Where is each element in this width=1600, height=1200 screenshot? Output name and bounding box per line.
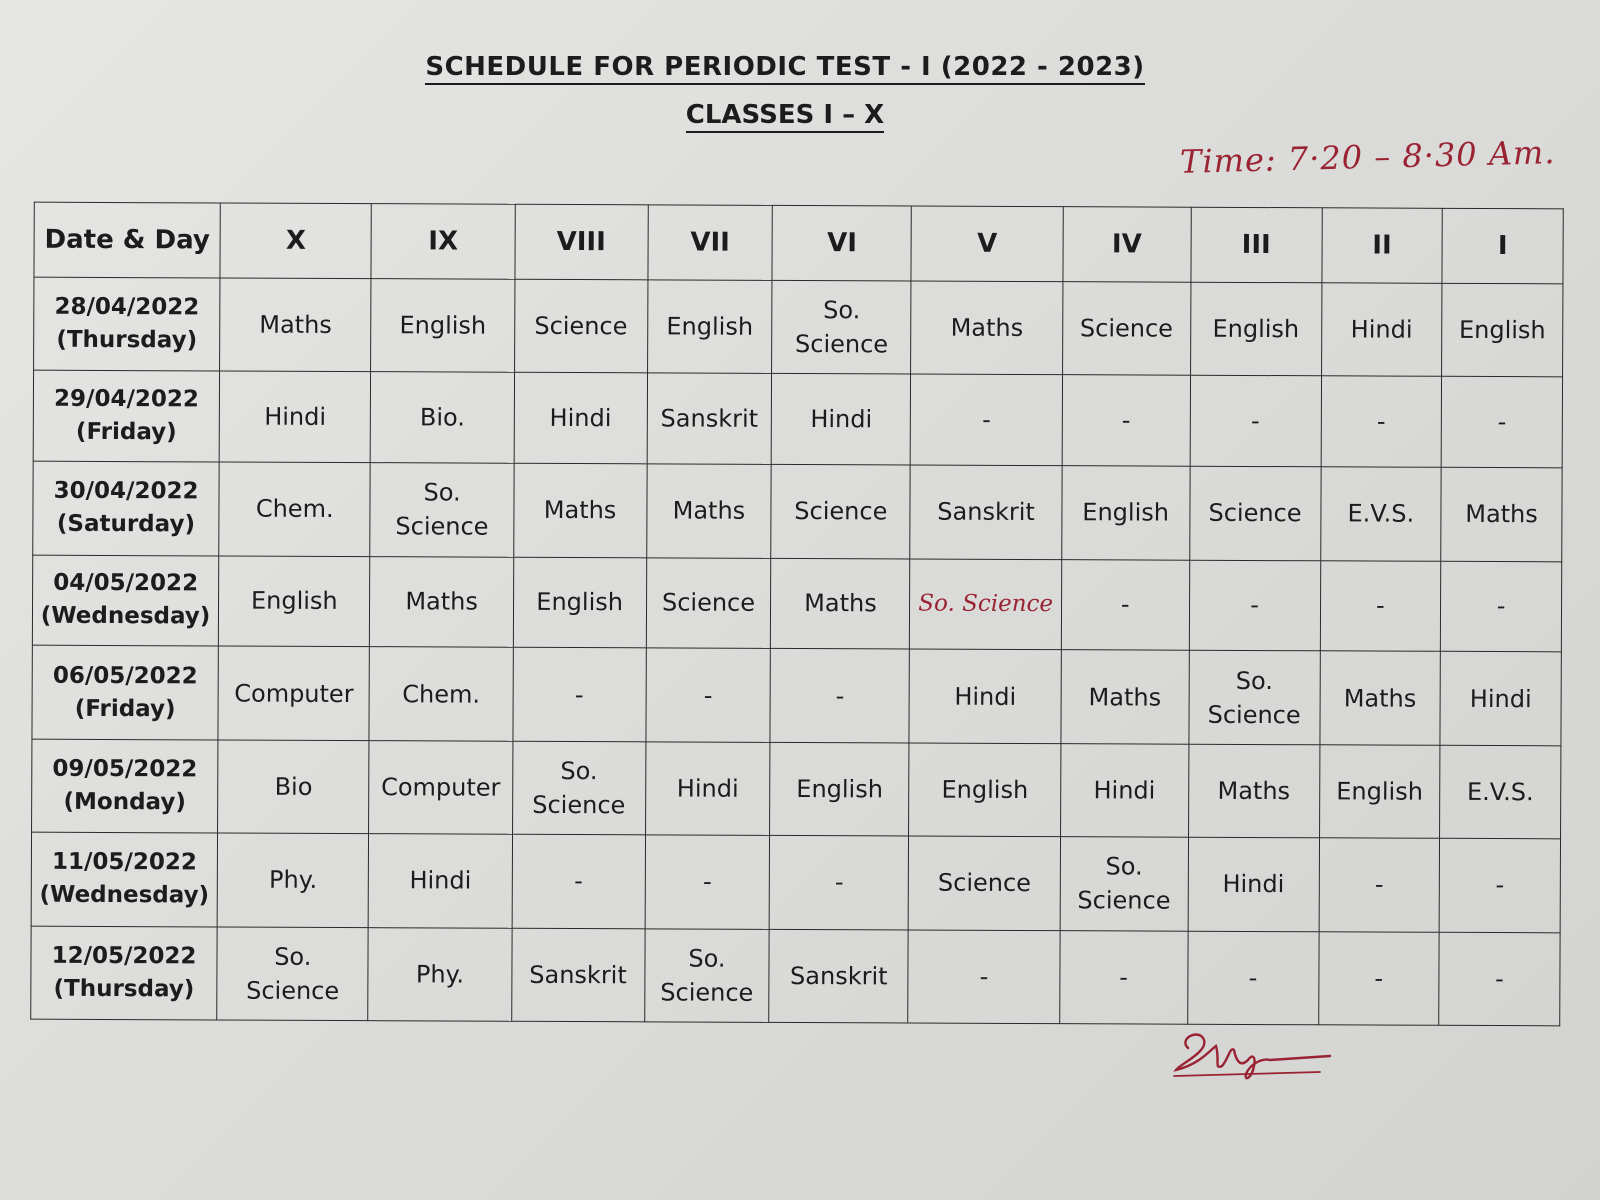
table-row xyxy=(33,461,1562,561)
document-subtitle xyxy=(0,100,1570,130)
subject-cell xyxy=(218,646,370,740)
date-cell xyxy=(34,277,221,371)
subject-text: - xyxy=(1374,964,1384,993)
subject-cell xyxy=(646,464,771,558)
date-cell xyxy=(32,739,219,833)
subject-cell xyxy=(1190,282,1321,376)
subject-text: - xyxy=(1248,963,1258,992)
subject-cell xyxy=(1320,467,1441,561)
subject-text: - xyxy=(1376,407,1386,436)
subject-cell xyxy=(1441,377,1562,468)
subject-text: - xyxy=(835,681,845,710)
subject-text: - xyxy=(1119,963,1129,992)
subject-text: - xyxy=(1250,591,1260,620)
handwritten-time-note: Time: 7·20 – 8·30 Am. xyxy=(1179,133,1556,181)
subject-text: Sanskrit xyxy=(937,498,1035,527)
subject-cell xyxy=(908,930,1060,1024)
subject-cell xyxy=(909,836,1061,930)
subject-cell xyxy=(1189,466,1320,560)
subject-cell xyxy=(769,929,908,1023)
subject-cell xyxy=(513,648,646,742)
subject-cell xyxy=(1187,931,1318,1025)
subject-cell xyxy=(772,374,911,465)
subject-text: - xyxy=(1495,964,1504,993)
date-cell xyxy=(33,461,220,555)
subject-cell xyxy=(770,742,909,836)
signature-icon xyxy=(1170,1020,1340,1090)
date-text: 04/05/2022 (Wednesday) xyxy=(40,570,211,630)
subject-cell xyxy=(217,927,369,1021)
table-row xyxy=(31,832,1560,932)
date-cell xyxy=(31,832,218,926)
subject-text: English xyxy=(1458,316,1546,345)
subject-text: - xyxy=(982,406,991,435)
subject-cell xyxy=(512,741,645,835)
subject-text: English xyxy=(666,312,754,341)
subject-text: Maths xyxy=(1343,683,1417,713)
subject-cell xyxy=(369,740,513,834)
subject-cell xyxy=(771,465,910,559)
subject-cell xyxy=(645,742,770,836)
date-text: 11/05/2022 (Wednesday) xyxy=(39,849,210,909)
header-class-iii: III xyxy=(1191,207,1322,283)
subject-cell xyxy=(1321,283,1442,377)
subject-text: Science xyxy=(937,868,1032,898)
subject-cell xyxy=(371,279,515,373)
table-row xyxy=(32,646,1561,746)
document-subtitle-text: CLASSES I – X xyxy=(686,100,884,133)
subject-text: Science xyxy=(794,497,888,526)
subject-text: E.V.S. xyxy=(1466,777,1534,807)
subject-text: - xyxy=(574,680,584,709)
table-body xyxy=(31,277,1563,1026)
subject-cell xyxy=(370,463,514,557)
subject-text: So. Science xyxy=(660,944,754,1007)
subject-text: So. Science xyxy=(1077,852,1171,915)
subject-text: - xyxy=(1251,407,1260,436)
date-cell xyxy=(32,555,219,647)
subject-cell xyxy=(368,927,512,1021)
subject-cell xyxy=(1442,283,1563,377)
subject-text: Maths xyxy=(672,496,746,526)
subject-cell xyxy=(513,463,646,557)
subject-text: Maths xyxy=(1088,682,1162,712)
date-text: 06/05/2022 (Friday) xyxy=(52,662,198,722)
table-row xyxy=(34,277,1563,377)
subject-cell xyxy=(1062,282,1190,376)
subject-text: Science xyxy=(1208,499,1302,528)
subject-cell xyxy=(909,649,1061,743)
header-class-i: I xyxy=(1442,208,1563,284)
subject-cell xyxy=(1441,468,1562,562)
subject-text: Hindi xyxy=(1093,776,1156,805)
subject-text: Science xyxy=(534,312,628,341)
subject-text: Computer xyxy=(234,679,354,708)
subject-cell xyxy=(647,373,772,464)
header-class-vii: VII xyxy=(648,205,773,281)
subject-text: English xyxy=(941,775,1029,804)
subject-cell xyxy=(1318,931,1439,1025)
subject-text: English xyxy=(250,587,338,616)
subject-cell xyxy=(1062,466,1190,560)
header-class-x: X xyxy=(220,203,372,279)
subject-text: English xyxy=(399,311,487,340)
subject-cell xyxy=(219,371,371,462)
subject-cell xyxy=(217,833,369,927)
date-text: 29/04/2022 (Friday) xyxy=(54,386,199,446)
handwritten-subject-text: So. Science xyxy=(918,591,1054,618)
subject-cell xyxy=(1439,932,1560,1026)
subject-text: So. Science xyxy=(532,756,626,820)
subject-text: - xyxy=(979,962,989,991)
subject-text: Maths xyxy=(1465,500,1538,529)
date-cell xyxy=(31,926,218,1020)
document-title-text: SCHEDULE FOR PERIODIC TEST - I (2022 - 2023) xyxy=(425,52,1144,85)
subject-text: - xyxy=(1496,592,1506,621)
subject-text: Hindi xyxy=(1350,315,1413,344)
subject-text: English xyxy=(1336,777,1424,806)
subject-cell xyxy=(1189,651,1320,745)
subject-cell xyxy=(911,374,1063,465)
subject-text: Bio xyxy=(274,772,313,801)
subject-text: Hindi xyxy=(1222,870,1285,899)
subject-cell xyxy=(219,462,371,556)
subject-text: Hindi xyxy=(264,402,327,432)
subject-cell xyxy=(369,834,513,928)
table-row xyxy=(32,739,1561,839)
subject-text: Science xyxy=(661,588,756,618)
document-title xyxy=(0,52,1570,82)
date-text: 09/05/2022 (Monday) xyxy=(52,755,198,816)
subject-text: English xyxy=(1082,498,1170,528)
subject-text: Maths xyxy=(405,587,478,617)
subject-cell xyxy=(771,558,910,649)
subject-text: Phy. xyxy=(415,960,465,989)
subject-cell xyxy=(512,834,645,928)
header-class-ix: IX xyxy=(371,204,514,280)
header-class-vi: VI xyxy=(772,205,911,281)
subject-cell xyxy=(770,836,909,930)
subject-cell xyxy=(1190,376,1321,467)
subject-text: - xyxy=(1497,408,1507,437)
subject-cell xyxy=(511,928,644,1022)
subject-cell xyxy=(647,280,772,374)
schedule-table xyxy=(30,202,1564,1027)
date-text: 12/05/2022 (Thursday) xyxy=(51,942,197,1003)
subject-text: Sanskrit xyxy=(529,960,627,990)
subject-cell xyxy=(1440,745,1561,839)
subject-cell xyxy=(1060,930,1188,1024)
header-class-iv: IV xyxy=(1063,207,1191,283)
table-header-row xyxy=(34,202,1563,284)
subject-cell xyxy=(514,279,647,373)
subject-cell xyxy=(1319,838,1440,932)
subject-text: Bio. xyxy=(419,403,465,432)
subject-text: English xyxy=(796,774,884,804)
subject-cell xyxy=(1319,745,1440,839)
subject-text: - xyxy=(1374,870,1384,899)
date-cell xyxy=(33,371,220,463)
subject-text: - xyxy=(834,868,844,897)
subject-text: - xyxy=(1495,871,1505,900)
date-cell xyxy=(32,646,219,740)
subject-text: Hindi xyxy=(409,866,472,895)
subject-cell xyxy=(1439,838,1560,932)
subject-cell xyxy=(772,280,911,374)
header-date-day: Date & Day xyxy=(34,202,220,278)
subject-cell xyxy=(514,373,647,464)
subject-text: - xyxy=(1376,592,1385,621)
subject-cell xyxy=(371,372,515,463)
table-row xyxy=(33,371,1562,468)
subject-text: - xyxy=(1120,590,1130,619)
subject-text: Sanskrit xyxy=(660,404,759,434)
subject-text: Hindi xyxy=(549,404,612,433)
subject-text: Maths xyxy=(804,589,877,618)
subject-text: - xyxy=(574,867,583,896)
subject-text: English xyxy=(536,588,624,617)
subject-cell xyxy=(1319,651,1440,745)
subject-text: Computer xyxy=(381,773,501,802)
subject-text: Phy. xyxy=(269,866,318,895)
subject-text: E.V.S. xyxy=(1347,499,1415,529)
subject-cell xyxy=(645,835,770,929)
subject-cell xyxy=(1320,560,1441,651)
subject-text: So. Science xyxy=(395,478,489,542)
table-row xyxy=(32,555,1561,652)
subject-text: So. Science xyxy=(1207,666,1301,729)
header-class-viii: VIII xyxy=(515,204,648,280)
date-text: 28/04/2022 (Thursday) xyxy=(54,293,200,354)
subject-cell xyxy=(1061,650,1189,744)
header-class-ii: II xyxy=(1321,208,1442,284)
subject-text: English xyxy=(1212,314,1300,344)
subject-cell xyxy=(911,281,1063,375)
subject-cell xyxy=(218,740,370,834)
subject-text: - xyxy=(702,867,712,896)
subject-text: Sanskrit xyxy=(790,961,888,991)
subject-text: So. Science xyxy=(246,942,340,1005)
subject-cell xyxy=(218,556,370,647)
subject-cell xyxy=(513,557,646,648)
subject-text: Chem. xyxy=(402,679,481,709)
subject-cell xyxy=(1189,560,1320,651)
subject-text: Chem. xyxy=(255,495,334,524)
subject-text: Hindi xyxy=(810,405,873,434)
subject-cell xyxy=(1061,559,1189,650)
subject-cell xyxy=(369,647,513,741)
subject-text: Hindi xyxy=(676,774,739,803)
subject-text: Maths xyxy=(543,496,617,525)
subject-text: Maths xyxy=(259,310,332,340)
subject-cell xyxy=(1060,743,1188,837)
subject-text: Maths xyxy=(1217,776,1291,806)
subject-text: - xyxy=(1121,406,1131,435)
subject-cell xyxy=(370,556,514,647)
header-class-v: V xyxy=(911,206,1063,282)
subject-cell xyxy=(910,465,1062,559)
handwritten-subject-cell xyxy=(910,559,1062,650)
subject-cell xyxy=(646,648,771,742)
subject-text: Science xyxy=(1079,314,1174,343)
subject-cell xyxy=(644,928,769,1022)
subject-cell xyxy=(1321,376,1442,467)
subject-cell xyxy=(909,743,1061,837)
subject-cell xyxy=(646,557,771,648)
subject-cell xyxy=(1060,837,1188,931)
subject-text: - xyxy=(703,681,713,710)
subject-text: So. Science xyxy=(795,296,889,359)
subject-text: Hindi xyxy=(954,682,1017,711)
date-text: 30/04/2022 (Saturday) xyxy=(53,478,199,538)
subject-cell xyxy=(1062,375,1190,466)
subject-cell xyxy=(220,278,372,372)
subject-cell xyxy=(770,649,909,743)
subject-text: Maths xyxy=(950,313,1024,343)
subject-cell xyxy=(1188,837,1319,931)
subject-text: Hindi xyxy=(1469,684,1532,713)
subject-cell xyxy=(1441,561,1562,652)
subject-cell xyxy=(1440,652,1561,746)
table-row xyxy=(31,926,1560,1026)
subject-cell xyxy=(1188,744,1319,838)
